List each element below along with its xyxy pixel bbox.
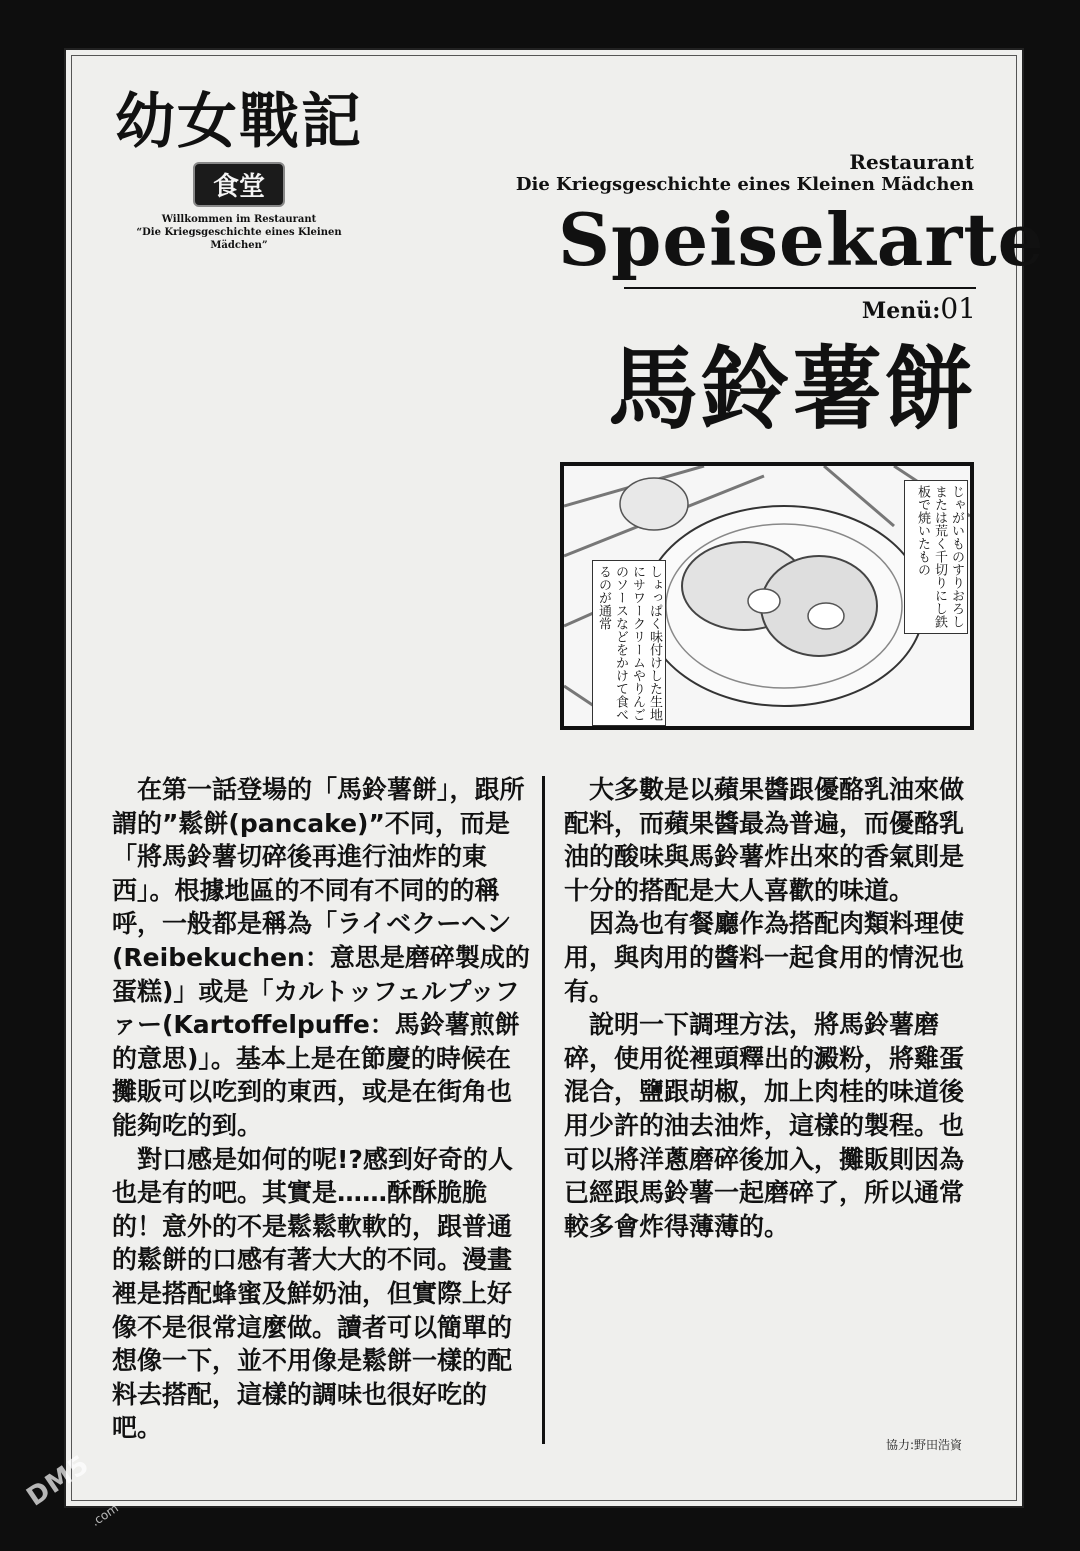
menu-number <box>862 292 976 325</box>
dish-title: 馬鈴薯餅 <box>608 336 976 442</box>
header-kicker-restaurant: Restaurant <box>849 150 974 174</box>
article-column-right <box>564 773 984 1243</box>
watermark-domain: .com <box>88 1500 121 1530</box>
menu-label: Menü: <box>861 298 941 324</box>
caption-left: しょっぱく味付けした生地にサワークリームやりんごのソースなどをかけて食べるのが通常 <box>592 560 666 726</box>
watermark <box>21 1444 144 1534</box>
paragraph: 因為也有餐廳作為搭配肉類料理使用，與肉用的醬料一起食用的情況也有。 <box>564 909 965 1006</box>
paragraph: 大多數是以蘋果醬跟優酪乳油來做配料，而蘋果醬最為普遍，而優酪乳油的酸味與馬鈴薯炸出來的香氣則是十分的搭配是大人喜歡的味道。 <box>564 775 965 905</box>
credit: 協力:野田浩資 <box>886 1438 963 1452</box>
paragraph: 對口感是如何的呢!?感到好奇的人也是有的吧。其實是……酥酥脆脆的！意外的不是鬆鬆軟軟的，跟普通的鬆餅的口感有著大大的不同。漫畫裡是搭配蜂蜜及鮮奶油，但實際上好像不是很常這麼做。讀者可以簡單的想像一下，並不用像是鬆餅一樣的配料去搭配，這樣的調味也很好吃的吧。 <box>112 1144 513 1443</box>
caption-top: じゃがいものすりおろしまたは荒く千切りにし鉄板で焼いたもの <box>904 480 968 634</box>
page-title: Speisekarte <box>558 197 1045 282</box>
menu-number-value: 01 <box>940 292 976 325</box>
dish-illustration <box>560 462 974 730</box>
logo-badge: 食堂 <box>193 162 285 207</box>
logo-subtitle-2: “Die Kriegsgeschichte eines Kleinen Mädchen” <box>136 227 342 251</box>
column-divider <box>542 776 545 1444</box>
logo <box>108 86 370 252</box>
article-column-left <box>112 773 532 1445</box>
logo-title: 幼女戰記 <box>115 87 363 157</box>
paragraph: 說明一下調理方法，將馬鈴薯磨碎，使用從裡頭釋出的澱粉，將雞蛋混合，鹽跟胡椒，加上肉桂的味道後用少許的油去油炸，這樣的製程。也可以將洋蔥磨碎後加入，攤販則因為已經跟馬鈴薯一起磨碎了，所以通常較多會炸得薄薄的。 <box>564 1010 965 1241</box>
watermark-brand: DM5 <box>21 1449 96 1513</box>
logo-subtitle-1: Willkommen im Restaurant <box>161 214 317 225</box>
header-kicker-subtitle: Die Kriegsgeschichte eines Kleinen Mädchen <box>515 174 974 195</box>
paragraph: 在第一話登場的「馬鈴薯餅」，跟所謂的”鬆餅(pancake)”不同，而是「將馬鈴薯切碎後再進行油炸的東西」。根據地區的不同有不同的的稱呼，一般都是稱為「ライベクーヘン(Reibekuchen：意思是磨碎製成的蛋糕)」或是「カルトッフェルプッファー(Kartoffelpuffe：馬鈴薯煎餅的意思)」。基本上是在節慶的時候在攤販可以吃到的東西，或是在街角也能夠吃的到。 <box>112 775 530 1140</box>
title-rule <box>624 287 976 289</box>
